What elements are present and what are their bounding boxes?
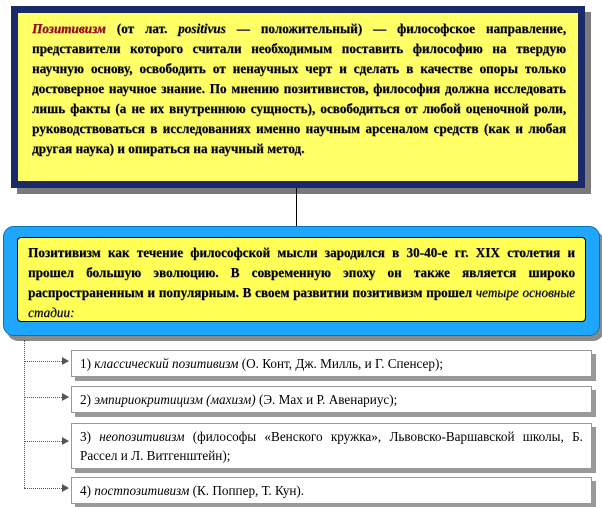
stages-trunk-line xyxy=(24,340,25,488)
stage-2-name: эмпириокритицизм (махизм) xyxy=(94,392,256,407)
stage-1-number: 1) xyxy=(80,356,95,371)
stage-4-arrow xyxy=(24,488,68,489)
stage-3-number: 3) xyxy=(80,429,100,444)
history-text-panel xyxy=(17,237,586,322)
history-box xyxy=(3,226,600,336)
stage-1-box xyxy=(71,350,592,377)
stage-1-arrow xyxy=(24,361,68,362)
definition-latin: positivus xyxy=(178,21,226,36)
stage-2-number: 2) xyxy=(80,392,95,407)
history-emphasis: четыре основные стадии: xyxy=(28,285,575,320)
stage-1-details: (О. Конт, Дж. Милль, и Г. Спенсер); xyxy=(238,356,444,371)
history-text: Позитивизм как течение философской мысли зародился в 30-40-е гг. XIX столетия и прошел большую эволюцию. В современную эпоху он также является широко распространенным и популярным. В своем развитии позитивизм прошел xyxy=(28,245,575,300)
stage-2-details: (Э. Мах и Р. Авенариус); xyxy=(255,392,398,407)
definition-term: Позитивизм xyxy=(32,21,106,36)
stage-4-details: (К. Поппер, Т. Кун). xyxy=(189,483,305,498)
stage-4-name: постпозитивизм xyxy=(94,483,190,498)
definition-box xyxy=(11,6,585,188)
stage-3-details: (философы «Венского кружка», Львовско-Варшавской школы, Б. Рассел и Л. Витгенштейн); xyxy=(80,429,583,463)
stage-4-box xyxy=(71,477,592,504)
definition-part2: — положительный) — философское направление, представители которого считали необходимым поставить философию на твердую научную основу, освободить от ненаучных черт и сделать в качестве опоры только достоверное научное знание. По мнению позитивистов, философия должна исследовать лишь факты (а не их внутреннюю сущность), освободиться от любой оценочной роли, руководствоваться в исследованиях именно научным арсеналом средств (как и любая другая наука) и опираться на научный метод. xyxy=(32,21,566,156)
stage-2-arrow xyxy=(24,397,68,398)
stage-3-arrow xyxy=(24,441,68,442)
stage-3-name: неопозитивизм xyxy=(99,429,185,444)
connector-line xyxy=(296,188,297,226)
stage-4-number: 4) xyxy=(80,483,95,498)
stage-3-box xyxy=(71,423,592,469)
definition-part1: (от лат. xyxy=(105,21,179,36)
stage-2-box xyxy=(71,386,592,413)
stage-1-name: классический позитивизм xyxy=(94,356,239,371)
